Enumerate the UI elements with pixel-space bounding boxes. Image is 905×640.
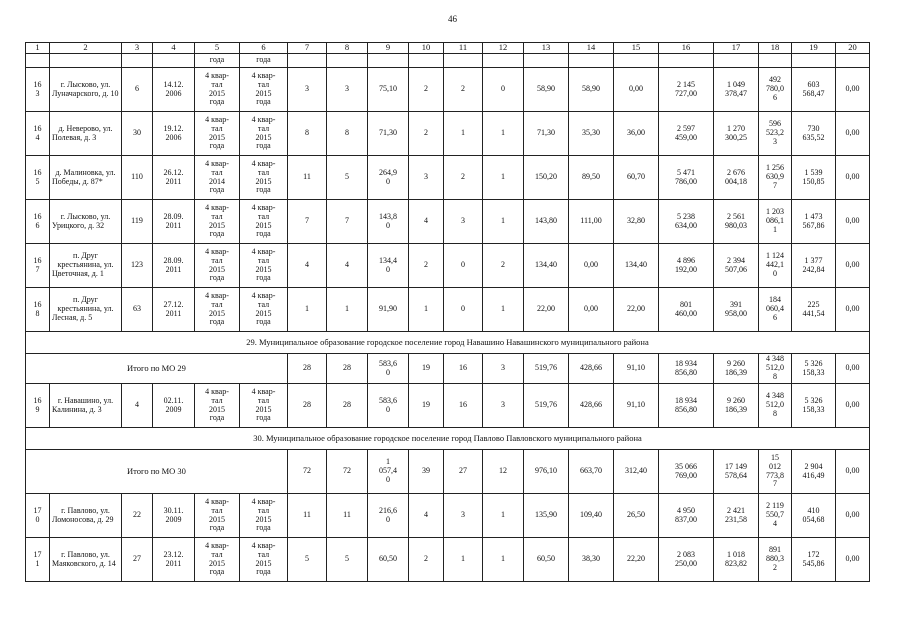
table-cell: 4 квар- тал 2015 года [240, 156, 288, 200]
column-number: 15 [614, 43, 659, 54]
address-cell: г. Павлово, ул. Маяковского, д. 14 [50, 538, 122, 582]
table-cell: года [195, 54, 240, 68]
table-cell: года [240, 54, 288, 68]
table-cell: 4 квар- тал 2015 года [195, 384, 240, 428]
table-cell: 976,10 [524, 450, 569, 494]
table-cell: 27 [444, 450, 483, 494]
table-cell: 8 [288, 112, 327, 156]
total-label: Итого по МО 30 [26, 450, 288, 494]
table-cell [569, 54, 614, 68]
table-cell: 12 [483, 450, 524, 494]
table-cell: 135,90 [524, 494, 569, 538]
table-cell: 9 260 186,39 [714, 384, 759, 428]
table-cell: 63 [122, 288, 153, 332]
table-cell: 184 060,4 6 [759, 288, 792, 332]
table-cell: 2 [483, 244, 524, 288]
table-cell: 2 [409, 68, 444, 112]
table-cell: 2 145 727,00 [659, 68, 714, 112]
column-number: 4 [153, 43, 195, 54]
table-cell: 28.09. 2011 [153, 200, 195, 244]
table-cell [614, 54, 659, 68]
table-cell: 22,00 [524, 288, 569, 332]
table-cell [836, 54, 870, 68]
table-cell: 3 [483, 384, 524, 428]
table-cell: 4 950 837,00 [659, 494, 714, 538]
table-cell: 2 421 231,58 [714, 494, 759, 538]
table-cell: 0,00 [614, 68, 659, 112]
table-cell: 28 [327, 384, 368, 428]
table-row [26, 156, 870, 200]
table-cell: 134,40 [524, 244, 569, 288]
table-cell: 1 [483, 200, 524, 244]
table-cell [122, 54, 153, 68]
column-number: 10 [409, 43, 444, 54]
table-cell: 0,00 [836, 68, 870, 112]
table-cell: 4 348 512,0 8 [759, 354, 792, 384]
address-cell: п. Друг крестьянина, ул. Лесная, д. 5 [50, 288, 122, 332]
table-row [26, 112, 870, 156]
table-cell: 2 394 507,06 [714, 244, 759, 288]
table-cell: 216,6 0 [368, 494, 409, 538]
table-cell: 0,00 [836, 354, 870, 384]
table-cell: 32,80 [614, 200, 659, 244]
table-cell: 5 [327, 538, 368, 582]
table-cell: 4 квар- тал 2015 года [240, 244, 288, 288]
table-cell: 2 561 980,03 [714, 200, 759, 244]
column-number: 12 [483, 43, 524, 54]
row-number: 16 6 [26, 200, 50, 244]
table-cell: 91,10 [614, 354, 659, 384]
table-cell: 1 473 567,86 [792, 200, 836, 244]
table-cell: 596 523,2 3 [759, 112, 792, 156]
table-cell: 3 [327, 68, 368, 112]
table-cell: 1 [483, 112, 524, 156]
table-cell: 0,00 [836, 200, 870, 244]
table-cell: 17 149 578,64 [714, 450, 759, 494]
table-cell: 19.12. 2006 [153, 112, 195, 156]
table-cell: 663,70 [569, 450, 614, 494]
table-cell: 0,00 [569, 288, 614, 332]
table-cell: 1 124 442,1 0 [759, 244, 792, 288]
table-cell: 0,00 [836, 494, 870, 538]
table-cell: 26.12. 2011 [153, 156, 195, 200]
row-number: 17 1 [26, 538, 50, 582]
table-cell [327, 54, 368, 68]
table-cell: 15 012 773,8 7 [759, 450, 792, 494]
table-cell: 143,8 0 [368, 200, 409, 244]
table-cell: 583,6 0 [368, 384, 409, 428]
row-number: 16 5 [26, 156, 50, 200]
table-cell: 4 квар- тал 2015 года [195, 68, 240, 112]
address-cell: г. Лысково, ул. Луначарского, д. 10 [50, 68, 122, 112]
table-cell: 72 [288, 450, 327, 494]
table-cell: 7 [327, 200, 368, 244]
table-cell: 38,30 [569, 538, 614, 582]
table-cell: 6 [122, 68, 153, 112]
table-cell: 2 904 416,49 [792, 450, 836, 494]
table-cell: 9 260 186,39 [714, 354, 759, 384]
table-cell: 4 квар- тал 2015 года [195, 288, 240, 332]
row-number: 16 4 [26, 112, 50, 156]
table-cell: 4 [409, 494, 444, 538]
table-cell: 7 [288, 200, 327, 244]
table-cell: 1 [483, 538, 524, 582]
housing-table [25, 42, 870, 582]
column-number: 7 [288, 43, 327, 54]
table-cell: 91,90 [368, 288, 409, 332]
table-row [26, 68, 870, 112]
table-cell: 1 270 300,25 [714, 112, 759, 156]
table-cell: 30 [122, 112, 153, 156]
column-number: 18 [759, 43, 792, 54]
table-cell: 35,30 [569, 112, 614, 156]
table-cell: 123 [122, 244, 153, 288]
table-cell: 4 квар- тал 2015 года [240, 200, 288, 244]
table-cell: 26,50 [614, 494, 659, 538]
table-cell: 4 квар- тал 2015 года [240, 112, 288, 156]
table-cell: 8 [327, 112, 368, 156]
table-cell: 28.09. 2011 [153, 244, 195, 288]
total-label: Итого по МО 29 [26, 354, 288, 384]
table-cell: 2 [409, 244, 444, 288]
table-row [26, 538, 870, 582]
table-cell: 264,9 0 [368, 156, 409, 200]
table-cell: 28 [327, 354, 368, 384]
table-cell: 3 [288, 68, 327, 112]
table-cell [659, 54, 714, 68]
table-row [26, 494, 870, 538]
table-cell: 35 066 769,00 [659, 450, 714, 494]
table-cell: 0 [444, 244, 483, 288]
table-cell: 18 934 856,80 [659, 384, 714, 428]
address-cell: д. Малиновка, ул. Победы, д. 87* [50, 156, 122, 200]
column-number: 5 [195, 43, 240, 54]
table-cell: 428,66 [569, 384, 614, 428]
column-number: 13 [524, 43, 569, 54]
address-cell: г. Навашино, ул. Калинина, д. 3 [50, 384, 122, 428]
table-cell: 58,90 [569, 68, 614, 112]
section-title: 30. Муниципальное образование городское поселение город Павлово Павловского муниципального района [26, 428, 870, 450]
table-cell: 519,76 [524, 384, 569, 428]
table-cell [524, 54, 569, 68]
table-cell: 4 квар- тал 2015 года [195, 200, 240, 244]
table-cell: 143,80 [524, 200, 569, 244]
table-cell: 5 471 786,00 [659, 156, 714, 200]
table-cell: 2 676 004,18 [714, 156, 759, 200]
table-cell: 22,00 [614, 288, 659, 332]
table-cell: 2 [409, 112, 444, 156]
table-cell [714, 54, 759, 68]
table-cell [792, 54, 836, 68]
table-row [26, 200, 870, 244]
table-cell: 391 958,00 [714, 288, 759, 332]
table-cell: 23.12. 2011 [153, 538, 195, 582]
row-number: 16 8 [26, 288, 50, 332]
table-cell: 1 [444, 538, 483, 582]
table-cell [409, 54, 444, 68]
table-cell: 0,00 [836, 450, 870, 494]
column-number: 8 [327, 43, 368, 54]
table-cell: 4 квар- тал 2015 года [195, 112, 240, 156]
table-cell [26, 54, 50, 68]
table-cell: 75,10 [368, 68, 409, 112]
address-cell: г. Павлово, ул. Ломоносова, д. 29 [50, 494, 122, 538]
table-cell [444, 54, 483, 68]
table-cell: 801 460,00 [659, 288, 714, 332]
table-cell [759, 54, 792, 68]
total-row [26, 450, 870, 494]
table-cell: 1 018 823,82 [714, 538, 759, 582]
table-cell: 5 [327, 156, 368, 200]
table-cell: 1 [409, 288, 444, 332]
table-cell: 19 [409, 384, 444, 428]
table-cell: 4 квар- тал 2015 года [195, 244, 240, 288]
table-cell: 02.11. 2009 [153, 384, 195, 428]
table-cell: 1 [444, 112, 483, 156]
table-cell: 5 326 158,33 [792, 384, 836, 428]
table-cell: 134,40 [614, 244, 659, 288]
table-cell: 110 [122, 156, 153, 200]
table-cell: 3 [444, 200, 483, 244]
column-number: 14 [569, 43, 614, 54]
table-cell: 2 [409, 538, 444, 582]
table-cell: 1 203 086,1 1 [759, 200, 792, 244]
table-cell: 30.11. 2009 [153, 494, 195, 538]
table-cell: 1 057,4 0 [368, 450, 409, 494]
address-cell: п. Друг крестьянина, ул. Цветочная, д. 1 [50, 244, 122, 288]
table-cell: 4 квар- тал 2015 года [195, 538, 240, 582]
table-cell: 4 квар- тал 2015 года [240, 384, 288, 428]
table-cell: 60,50 [524, 538, 569, 582]
table-cell: 27.12. 2011 [153, 288, 195, 332]
section-title: 29. Муниципальное образование городское поселение город Навашино Навашинского муниципального района [26, 332, 870, 354]
page-number: 46 [448, 14, 457, 24]
table-cell: 89,50 [569, 156, 614, 200]
table-cell: 16 [444, 384, 483, 428]
table-cell: 0,00 [836, 288, 870, 332]
table-cell: 1 [327, 288, 368, 332]
table-cell: 1 377 242,84 [792, 244, 836, 288]
table-cell: 492 780,0 6 [759, 68, 792, 112]
table-cell: 4 квар- тал 2015 года [195, 494, 240, 538]
table-cell: 134,4 0 [368, 244, 409, 288]
column-number: 2 [50, 43, 122, 54]
table-cell: 0,00 [836, 112, 870, 156]
column-number-row [26, 43, 870, 54]
row-number: 17 0 [26, 494, 50, 538]
table-cell: 4 квар- тал 2015 года [240, 68, 288, 112]
table-cell: 5 238 634,00 [659, 200, 714, 244]
column-number: 19 [792, 43, 836, 54]
table-cell: 1 [483, 494, 524, 538]
section-heading-row [26, 332, 870, 354]
table-cell: 1 256 630,9 7 [759, 156, 792, 200]
table-cell: 0,00 [569, 244, 614, 288]
table-row [26, 288, 870, 332]
table-cell: 225 441,54 [792, 288, 836, 332]
table-cell: 28 [288, 384, 327, 428]
table-cell: 4 [327, 244, 368, 288]
table-cell: 28 [288, 354, 327, 384]
table-cell: 4 [122, 384, 153, 428]
table-cell: 109,40 [569, 494, 614, 538]
address-cell: д. Неверово, ул. Полевая, д. 3 [50, 112, 122, 156]
total-row [26, 354, 870, 384]
table-row [26, 384, 870, 428]
column-number: 3 [122, 43, 153, 54]
table-cell: 5 [288, 538, 327, 582]
table-cell: 1 [288, 288, 327, 332]
table-cell: 312,40 [614, 450, 659, 494]
row-number: 16 9 [26, 384, 50, 428]
column-number: 9 [368, 43, 409, 54]
table-cell: 4 квар- тал 2015 года [240, 538, 288, 582]
table-cell: 2 083 250,00 [659, 538, 714, 582]
table-cell: 5 326 158,33 [792, 354, 836, 384]
column-number: 20 [836, 43, 870, 54]
table-cell: 11 [288, 156, 327, 200]
table-cell: 27 [122, 538, 153, 582]
table-cell [50, 54, 122, 68]
section-heading-row [26, 428, 870, 450]
table-cell: 2 119 550,7 4 [759, 494, 792, 538]
table-cell: 0 [483, 68, 524, 112]
table-cell: 19 [409, 354, 444, 384]
table-cell: 410 054,68 [792, 494, 836, 538]
table-cell: 1 [483, 288, 524, 332]
table-cell: 891 880,3 2 [759, 538, 792, 582]
table-cell [288, 54, 327, 68]
table-cell: 11 [327, 494, 368, 538]
column-number: 6 [240, 43, 288, 54]
table-cell: 4 квар- тал 2015 года [240, 494, 288, 538]
row-number: 16 7 [26, 244, 50, 288]
table-cell: 428,66 [569, 354, 614, 384]
table-cell: 1 [483, 156, 524, 200]
table-row [26, 244, 870, 288]
column-number: 17 [714, 43, 759, 54]
table-cell: 3 [444, 494, 483, 538]
table-cell: 4 [409, 200, 444, 244]
table-cell: 58,90 [524, 68, 569, 112]
table-cell: 0,00 [836, 384, 870, 428]
table-cell: 22,20 [614, 538, 659, 582]
table-cell: 72 [327, 450, 368, 494]
table-cell: 60,70 [614, 156, 659, 200]
table-cell [368, 54, 409, 68]
table-cell: 4 квар- тал 2015 года [240, 288, 288, 332]
table-cell: 0,00 [836, 156, 870, 200]
table-cell: 4 896 192,00 [659, 244, 714, 288]
continuation-row [26, 54, 870, 68]
table-cell: 22 [122, 494, 153, 538]
table-cell: 2 [444, 156, 483, 200]
table-cell: 0,00 [836, 538, 870, 582]
table-cell: 4 348 512,0 8 [759, 384, 792, 428]
table-cell: 2 597 459,00 [659, 112, 714, 156]
table-cell: 0 [444, 288, 483, 332]
column-number: 16 [659, 43, 714, 54]
table-cell: 1 049 378,47 [714, 68, 759, 112]
table-cell: 730 635,52 [792, 112, 836, 156]
table-cell: 18 934 856,80 [659, 354, 714, 384]
table-cell: 603 568,47 [792, 68, 836, 112]
row-number: 16 3 [26, 68, 50, 112]
table-cell: 150,20 [524, 156, 569, 200]
table-cell: 71,30 [368, 112, 409, 156]
table-cell: 4 квар- тал 2014 года [195, 156, 240, 200]
table-cell: 16 [444, 354, 483, 384]
table-cell: 3 [483, 354, 524, 384]
table-cell: 3 [409, 156, 444, 200]
address-cell: г. Лысково, ул. Урицкого, д. 32 [50, 200, 122, 244]
table-cell: 71,30 [524, 112, 569, 156]
table-cell: 519,76 [524, 354, 569, 384]
table-cell: 36,00 [614, 112, 659, 156]
table-cell: 111,00 [569, 200, 614, 244]
table-cell: 1 539 150,85 [792, 156, 836, 200]
table-cell: 39 [409, 450, 444, 494]
table-cell [483, 54, 524, 68]
table-cell: 14.12. 2006 [153, 68, 195, 112]
column-number: 11 [444, 43, 483, 54]
table-cell: 91,10 [614, 384, 659, 428]
table-cell: 60,50 [368, 538, 409, 582]
table-cell: 2 [444, 68, 483, 112]
table-cell: 4 [288, 244, 327, 288]
table-cell [153, 54, 195, 68]
table-cell: 11 [288, 494, 327, 538]
table-cell: 119 [122, 200, 153, 244]
table-cell: 0,00 [836, 244, 870, 288]
column-number: 1 [26, 43, 50, 54]
table-cell: 172 545,86 [792, 538, 836, 582]
table-cell: 583,6 0 [368, 354, 409, 384]
